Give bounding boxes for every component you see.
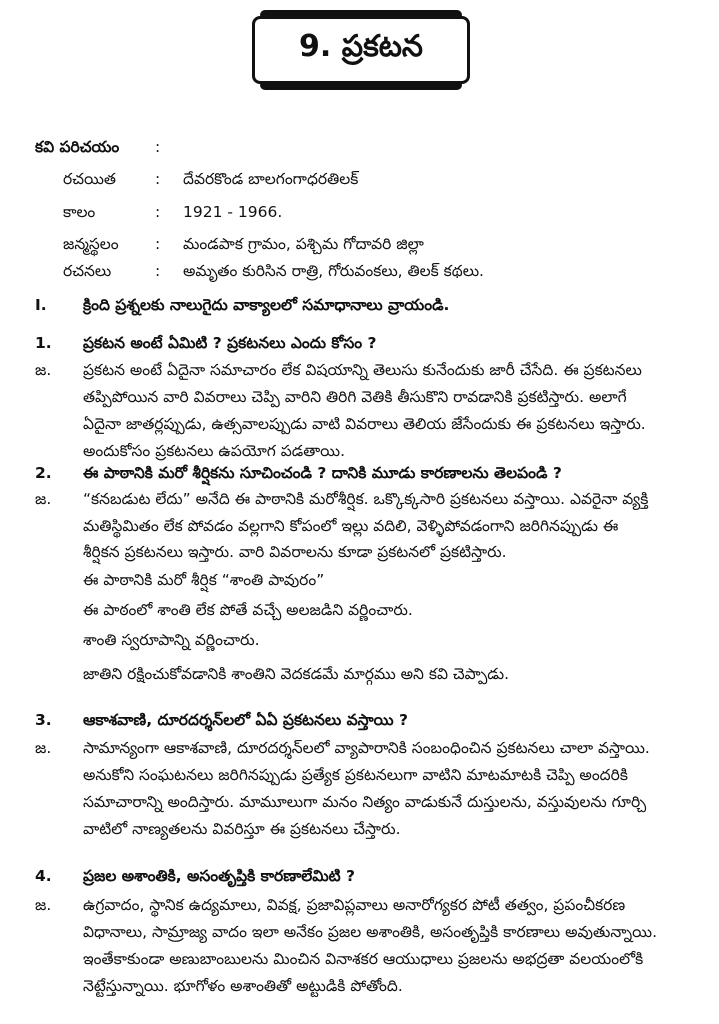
- answer-marker: జ.: [35, 490, 52, 508]
- intro-label-period: కాలం: [63, 203, 96, 221]
- answer-line: “కనబడుట లేదు” అనేది ఈ పాఠానికి మరోశీర్షిక. ఒక్కొక్కసారి ప్రకటనలు వస్తాయి. ఎవరైనా వ్యక్తి: [83, 490, 649, 508]
- intro-colon: :: [155, 138, 161, 156]
- answer-line: అందుకోసం ప్రకటనలు ఉపయోగ పడతాయి.: [83, 442, 345, 460]
- answer-marker: జ.: [35, 739, 52, 757]
- section-instruction: క్రింది ప్రశ్నలకు నాలుగైదు వాక్యాలలో సమాధానాలు వ్రాయండి.: [83, 296, 450, 314]
- question-number: 2.: [35, 464, 52, 482]
- answer-line: మతిస్థిమితం లేక పోవడం వల్లగాని కోపంలో ఇల్లు వదిలి, వెళ్ళిపోవడంగాని జరిగినప్పుడు ఈ: [83, 517, 619, 535]
- intro-label-birthplace: జన్మస్థలం: [63, 235, 119, 253]
- answer-line: ఈ పాఠంలో శాంతి లేక పోతే వచ్చే అలజడిని వర్ణించారు.: [83, 601, 413, 619]
- answer-line: నెట్టేస్తున్నాయి. భూగోళం అశాంతితో అట్టుడికి పోతోంది.: [83, 977, 403, 995]
- intro-label-works: రచనలు: [63, 262, 112, 280]
- answer-line: శీర్షికన ప్రకటనలు ఇస్తారు. వారి వివరాలను కూడా ప్రకటనలో ప్రకటిస్తారు.: [83, 543, 507, 561]
- intro-value-works: అమృతం కురిసిన రాత్రి, గోరువంకలు, తిలక్ కథలు.: [183, 262, 484, 280]
- chapter-title: 9. ప్రకటన: [252, 16, 470, 84]
- intro-value-birthplace: మండపాక గ్రామం, పశ్చిమ గోదావరి జిల్లా: [183, 235, 424, 253]
- intro-colon: :: [155, 235, 161, 253]
- answer-line: ఏదైనా జాతర్లప్పుడు, ఉత్సవాలప్పుడు వాటి వివరాలు తెలియ జేసేందుకు ఈ ప్రకటనలు ఇస్తారు.: [83, 415, 646, 433]
- answer-marker: జ.: [35, 896, 52, 914]
- intro-heading: కవి పరిచయం: [35, 138, 120, 156]
- intro-value-period: 1921 - 1966.: [183, 203, 283, 221]
- answer-line: సమాచారాన్ని అందిస్తారు. మామూలుగా మనం నిత్యం వాడుకునే దుస్తులను, వస్తువులను గూర్చి: [83, 793, 647, 811]
- answer-marker: జ.: [35, 361, 52, 379]
- question-text: ప్రకటన అంటే ఏమిటి ? ప్రకటనలు ఎందు కోసం ?: [83, 334, 377, 352]
- answer-line: తప్పిపోయిన వారి వివరాలు చెప్పి వారిని తిరిగి వెతికి తీసుకొని రావడానికి ప్రకటిస్తారు. అలాగే: [83, 388, 627, 406]
- question-number: 4.: [35, 867, 52, 885]
- answer-line: శాంతి స్వరూపాన్ని వర్ణించారు.: [83, 631, 260, 649]
- answer-line: ప్రకటన అంటే ఏదైనా సమాచారం లేక విషయాన్ని తెలుసు కునేందుకు జారీ చేసేది. ఈ ప్రకటనలు: [83, 361, 642, 379]
- answer-line: సామాన్యంగా ఆకాశవాణి, దూరదర్శన్‌లలో వ్యాపారానికి సంబంధించిన ప్రకటనలు చాలా వస్తాయి.: [83, 739, 650, 757]
- answer-line: అనుకోని సంఘటనలు జరిగినప్పుడు ప్రత్యేక ప్రకటనలుగా వాటిని మాటమాటకి చెప్పి అందరికి: [83, 766, 628, 784]
- intro-colon: :: [155, 262, 161, 280]
- answer-line: వాటిలో నాణ్యతలను వివరిస్తూ ఈ ప్రకటనలు చేస్తారు.: [83, 820, 401, 838]
- answer-line: ఈ పాఠానికి మరో శీర్షిక “శాంతి పావురం”: [83, 571, 325, 589]
- question-number: 1.: [35, 334, 52, 352]
- intro-label-author: రచయిత: [63, 170, 116, 188]
- question-text: ప్రజల అశాంతికి, అసంతృప్తికి కారణాలేమిటి ?: [83, 867, 356, 885]
- answer-line: విధానాలు, సామ్రాజ్య వాదం ఇలా అనేకం ప్రజల అశాంతికి, అసంతృప్తికి కారణాలు అవుతున్నాయి.: [83, 923, 658, 941]
- answer-line: జాతిని రక్షించుకోవడానికి శాంతిని వెదకడమే మార్గము అని కవి చెప్పాడు.: [83, 665, 510, 683]
- intro-colon: :: [155, 170, 161, 188]
- intro-colon: :: [155, 203, 161, 221]
- answer-line: ఉగ్రవాదం, స్థానిక ఉద్యమాలు, వివక్ష, ప్రజావిప్లవాలు అనారోగ్యకర పోటీ తత్వం, ప్రపంచీకరణ: [83, 896, 626, 914]
- chapter-title-banner: [250, 6, 472, 94]
- question-number: 3.: [35, 711, 52, 729]
- answer-line: ఇంతేకాకుండా అణుబాంబులను మించిన వినాశకర ఆయుధాలు ప్రజలను అభద్రతా వలయంలోకి: [83, 950, 644, 968]
- question-text: ఈ పాఠానికి మరో శీర్షికను సూచించండి ? దానికి మూడు కారణాలను తెలపండి ?: [83, 464, 562, 482]
- section-number: I.: [35, 296, 47, 314]
- question-text: ఆకాశవాణి, దూరదర్శన్‌లలో ఏఏ ప్రకటనలు వస్తాయి ?: [83, 711, 408, 729]
- intro-value-author: దేవరకొండ బాలగంగాధరతిలక్: [183, 170, 359, 188]
